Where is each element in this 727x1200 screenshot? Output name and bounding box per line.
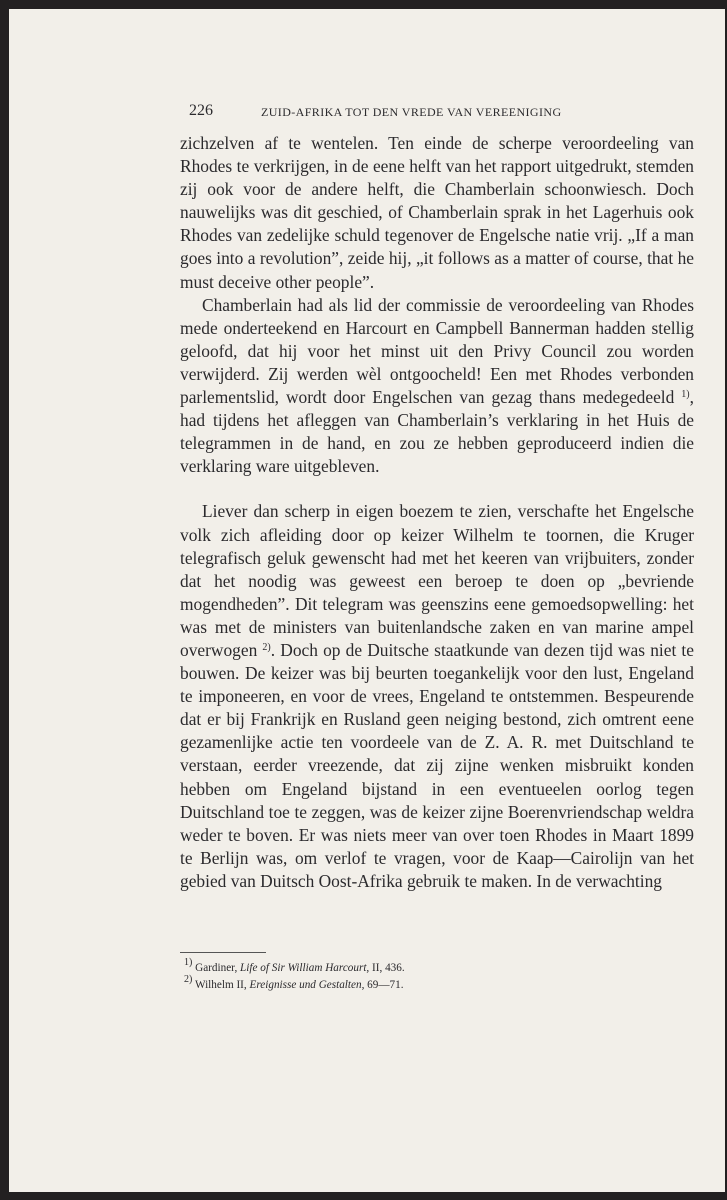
page-number: 226 [189, 102, 213, 119]
paragraph-1: zichzelven af te wentelen. Ten einde de scherpe veroordeeling van Rhodes te verkrijgen, in de eene helft van het rapport uitgedrukt, stemden zij ook voor de andere helft, die Chamberlain schoonwiesch. Doch nauwelijks was dit geschied, of Chamberlain sprak in het Lagerhuis ook Rhodes van zedelijke schuld tegenover de Engelsche natie vrij. „If a man goes into a revolution”, zeide hij, „it follows as a matter of course, that he must deceive other people”. [180, 133, 694, 292]
footnote-ref-1: 1) [681, 389, 690, 401]
footnote-1-title: Life of Sir William Harcourt, [240, 962, 370, 974]
page-header [189, 102, 705, 124]
running-title: ZUID-AFRIKA TOT DEN VREDE VAN VEREENIGING [261, 105, 562, 119]
footnote-2-title: Ereignisse und Gestalten, [249, 978, 365, 991]
footnote-ref-2: 2) [262, 641, 271, 653]
footnote-2: $^{2)}$ Wilhelm II, Ereignisse und Gestalten, 69—71. [184, 973, 404, 991]
footnotes [180, 957, 694, 993]
paragraph-3: Liever dan scherp in eigen boezem te zien, verschafte het Engelsche volk zich afleiding door op keizer Wilhelm te toornen, die Kruger telegrafisch geluk gewenscht had met het keeren van vrijbuiters, zonder dat het noodig was geweest een beroep te doen op „bevriende mogendheden”. Dit telegram was geenszins eene gemoedsopwelling: het was met de ministers van buitenlandsche zaken en van marine ampel overwogen $^{2)}$. Doch op de Duitsche staatkunde van dezen tijd was niet te bouwen. De keizer was bij beurten toegankelijk voor den lust, Engeland te imponeeren, en voor de vrees, Engeland te ontstemmen. Bespeurende dat er bij Frankrijk en Rusland geen neiging bestond, zich omtrent eene gezamenlijke actie ten voordeele van de Z. A. R. met Duitschland te verstaan, eerder vreezende, dat zij zijne wenken misbruikt konden hebben om Engeland bijstand in een eventueelen oorlog tegen Duitschland toe te zeggen, was de keizer zijne Boerenvriendschap weldra weder te boven. Er was niets meer van over toen Rhodes in Maart 1899 te Berlijn was, om verlof te vragen, voor de Kaap—Cairolijn van het gebied van Duitsch Oost-Afrika gebruik te maken. In de verwachting [180, 501, 694, 891]
body-text [180, 132, 694, 893]
footnote-1: $^{1)}$ Gardiner, Life of Sir William Harcourt, II, 436. [184, 957, 405, 974]
footnote-divider [180, 952, 266, 953]
paragraph-2: Chamberlain had als lid der commissie de veroordeeling van Rhodes mede onderteekend en Harcourt en Campbell Bannerman hadden stellig geloofd, dat hij voor het minst uit den Privy Council zou worden verwijderd. Zij werden wèl ontgoocheld! Een met Rhodes verbonden parlementslid, wordt door Engelschen van gezag thans medegedeeld $^{1)}$, had tijdens het afleggen van Chamberlain’s verklaring in het Huis de telegrammen in de hand, en zou ze hebben geproduceerd indien die verklaring ware uitgebleven. [180, 294, 694, 477]
